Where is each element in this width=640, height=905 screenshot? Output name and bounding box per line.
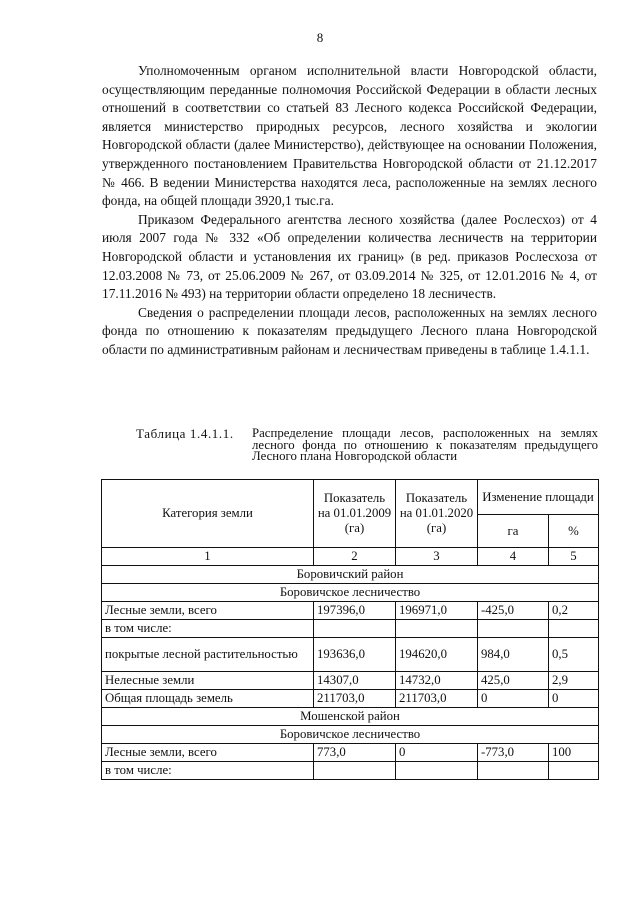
cell-category: Общая площадь земель: [102, 690, 314, 708]
body-text: [102, 62, 597, 360]
cell-value-2009: 211703,0: [314, 690, 396, 708]
cell-category: в том числе:: [102, 620, 314, 638]
table-row: [102, 638, 599, 672]
table-row: [102, 672, 599, 690]
header-value-2009: Показатель на 01.01.2009 (га): [314, 480, 396, 548]
cell-category: в том числе:: [102, 762, 314, 780]
cell-change-ha: -425,0: [478, 602, 549, 620]
page-number: 8: [316, 30, 324, 45]
cell-change-pct: [549, 762, 599, 780]
cell-value-2020: 14732,0: [396, 672, 478, 690]
column-number: 4: [478, 548, 549, 566]
paragraph-2: Приказом Федерального агентства лесного хозяйства (далее Рослесхоз) от 4 июля 2007 года № 332 «Об определении количества лесничеств на территории Новгородской области и установления их границ» (в ред. приказов Рослесхоза от 12.03.2008 № 73, от 25.06.2009 № 267, от 03.09.2014 № 325, от 12.01.2016 № 4, от 17.11.2016 № 493) на территории области определено 18 лесничеств.: [102, 211, 597, 302]
cell-value-2009: [314, 762, 396, 780]
forestry-row: [102, 726, 599, 744]
cell-value-2020: 0: [396, 744, 478, 762]
table-row: [102, 620, 599, 638]
column-number: 2: [314, 548, 396, 566]
cell-change-ha: 984,0: [478, 638, 549, 672]
cell-value-2020: 211703,0: [396, 690, 478, 708]
table-caption: [136, 428, 598, 463]
header-change-ha: га: [478, 515, 549, 548]
cell-value-2020: 196971,0: [396, 602, 478, 620]
district-row: [102, 708, 599, 726]
cell-category: Лесные земли, всего: [102, 744, 314, 762]
cell-change-pct: 100: [549, 744, 599, 762]
column-number: 1: [102, 548, 314, 566]
cell-value-2020: 194620,0: [396, 638, 478, 672]
district-row: [102, 566, 599, 584]
cell-value-2009: 14307,0: [314, 672, 396, 690]
table-caption-text: Распределение площади лесов, расположенных на землях лесного фонда по отношению к показателям предыдущего Лесного плана Новгородской области: [252, 426, 598, 463]
cell-category: покрытые лесной растительностью: [102, 638, 314, 672]
column-number: 3: [396, 548, 478, 566]
column-number-row: [102, 548, 599, 566]
table-header-row: [102, 480, 599, 515]
cell-value-2009: 197396,0: [314, 602, 396, 620]
table-row: [102, 762, 599, 780]
cell-change-pct: [549, 620, 599, 638]
cell-change-ha: 0: [478, 690, 549, 708]
cell-value-2020: [396, 620, 478, 638]
table-row: [102, 602, 599, 620]
cell-value-2009: 193636,0: [314, 638, 396, 672]
paragraph-1: Уполномоченным органом исполнительной власти Новгородской области, осуществляющим переданные полномочия Российской Федерации в области лесных отношений в соответствии со статьей 83 Лесного кодекса Российской Федерации, является министерство природных ресурсов, лесного хозяйства и экологии Новгородской области (далее Министерство), действующее на основании Положения, утвержденного постановлением Правительства Новгородской области от 21.12.2017 № 466. В ведении Министерства находятся леса, расположенные на землях лесного фонда, на общей площади 3920,1 тыс.га.: [102, 63, 597, 209]
table-row: [102, 744, 599, 762]
table-caption-label: Таблица 1.4.1.1.: [136, 426, 234, 441]
cell-change-pct: 2,9: [549, 672, 599, 690]
cell-change-ha: [478, 762, 549, 780]
paragraph-3: Сведения о распределении площади лесов, расположенных на землях лесного фонда по отношению к показателям предыдущего Лесного плана Новгородской области по административным районам и лесничествам приведены в таблице 1.4.1.1.: [102, 304, 597, 357]
cell-value-2009: [314, 620, 396, 638]
header-value-2020: Показатель на 01.01.2020 (га): [396, 480, 478, 548]
district-name: Боровичский район: [102, 566, 599, 584]
cell-value-2020: [396, 762, 478, 780]
cell-category: Лесные земли, всего: [102, 602, 314, 620]
header-change-pct: %: [549, 515, 599, 548]
cell-change-ha: 425,0: [478, 672, 549, 690]
header-change: Изменение площади: [478, 480, 599, 515]
forest-area-table: [101, 479, 599, 780]
forestry-name: Боровичское лесничество: [102, 584, 599, 602]
cell-change-pct: 0,5: [549, 638, 599, 672]
forestry-name: Боровичское лесничество: [102, 726, 599, 744]
district-name: Мошенской район: [102, 708, 599, 726]
cell-change-pct: 0: [549, 690, 599, 708]
forestry-row: [102, 584, 599, 602]
column-number: 5: [549, 548, 599, 566]
cell-change-ha: -773,0: [478, 744, 549, 762]
cell-category: Нелесные земли: [102, 672, 314, 690]
cell-change-ha: [478, 620, 549, 638]
cell-change-pct: 0,2: [549, 602, 599, 620]
table-row: [102, 690, 599, 708]
cell-value-2009: 773,0: [314, 744, 396, 762]
header-category: Категория земли: [102, 480, 314, 548]
